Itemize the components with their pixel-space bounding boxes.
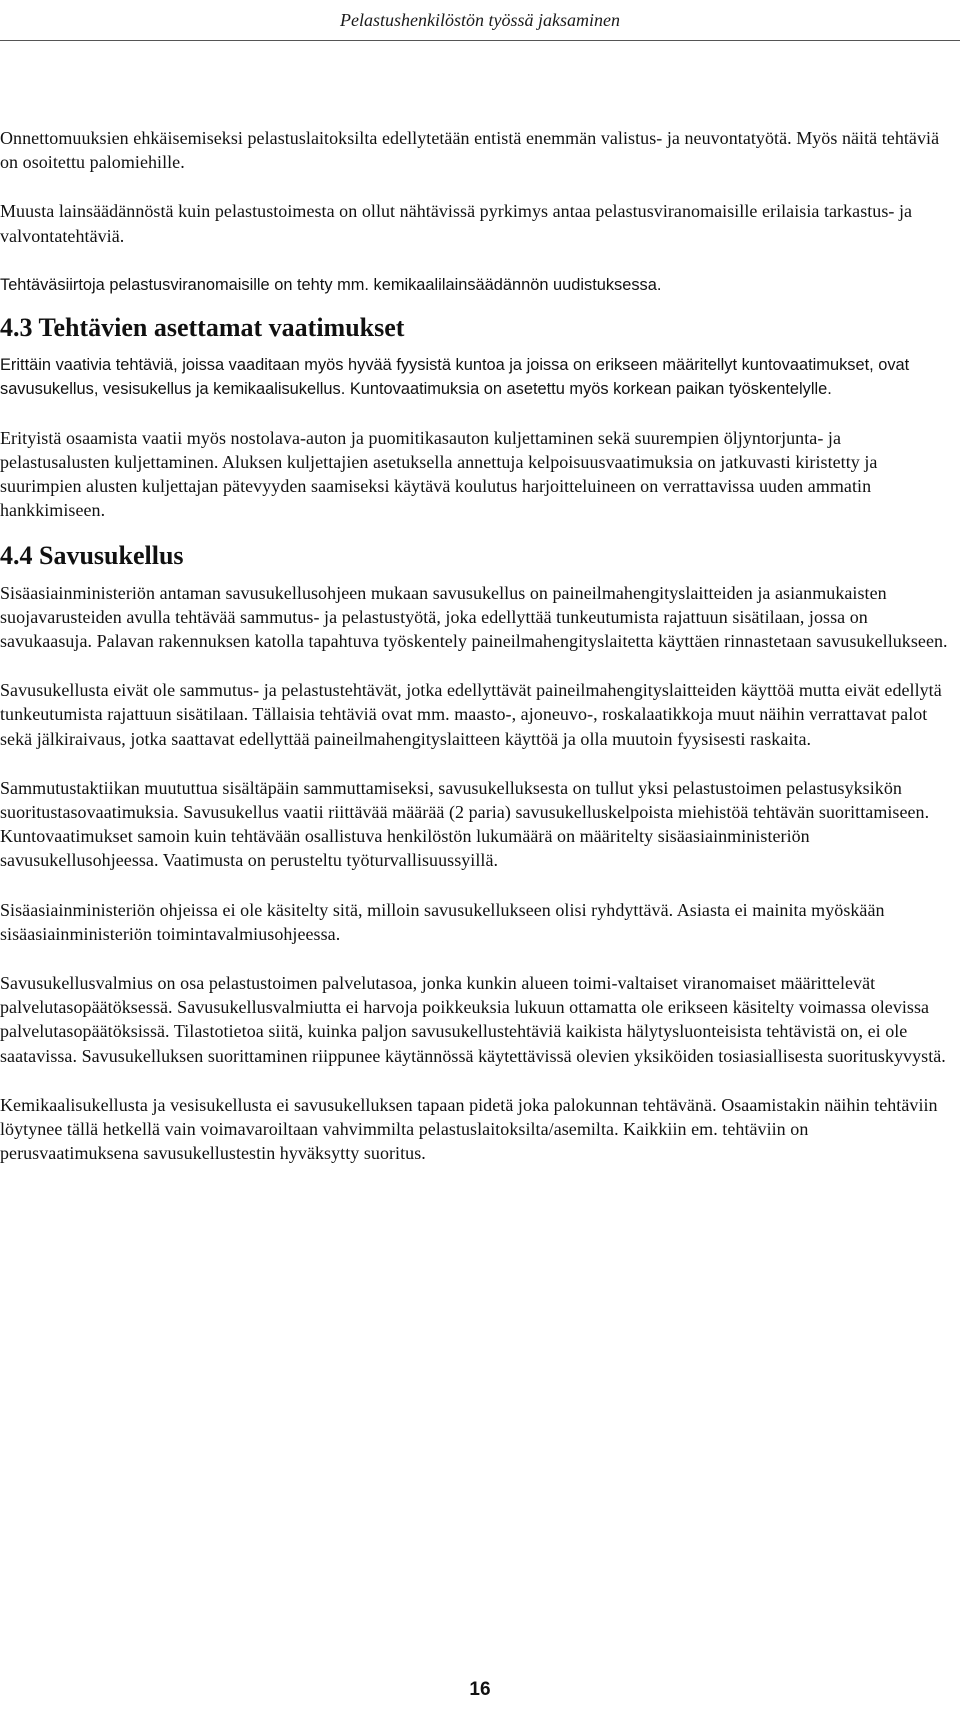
paragraph-ohjeet: Sisäasiainministeriön ohjeissa ei ole käsitelty sitä, milloin savusukellukseen olisi ryhdyttävä. Asiasta ei mainita myöskään sisäasiainministeriön toimintavalmiusohjeessa. bbox=[0, 899, 885, 944]
running-header: Pelastushenkilöstön työssä jaksaminen bbox=[340, 10, 620, 30]
paragraph-sammutustaktiikka: Sammutustaktiikan muututtua sisältäpäin sammuttamiseksi, savusukelluksesta on tullut yksi pelastustoimen pelastusyksikön suoritustasovaatimuksia. Savusukellus vaatii riittävää määrää (2 paria) savusukelluskelpoista miehistöä tehtävän suorittamiseen. Kuntovaatimukset samoin kuin tehtävään osallistuva henkilöstön lukumäärä on määritelty sisäasiainministeriön savusukellusohjeessa. Vaatimusta on perusteltu työturvallisuussyillä. bbox=[0, 777, 930, 871]
page-content bbox=[0, 126, 950, 1190]
paragraph-ei-savusukellusta: Savusukellusta eivät ole sammutus- ja pelastustehtävät, jotka edellyttävät paineilmahengityslaitteiden käyttöä mutta eivät edellytä tunkeutumista rajattuun sisätilaan. Tällaisia tehtäviä ovat mm. maasto-, ajoneuvo-, roskalaatikkoja muut näihin verrattavat palot sekä jälkiraivaus, jotka saattavat edellyttää paineilmahengityslaitteen käyttöä ja olla muutoin fyysisesti raskaita. bbox=[0, 680, 942, 749]
paragraph-erityisosaaminen: Erityistä osaamista vaatii myös nostolava-auton ja puomitikasauton kuljettaminen sekä suurempien öljyntorjunta- ja pelastusalusten kuljettaminen. Aluksen kuljettajien asetuksella annettuja kelpoisuusvaatimuksia on jatkuvasti kiristetty ja suurimpien alusten kuljettajan pätevyyden saamiseksi käytävä koulutus harjoitteluineen on verrattavissa uuden ammatin hankkimiseen. bbox=[0, 427, 878, 521]
paragraph-muu-lainsaadanto: Muusta lainsäädännöstä kuin pelastustoimesta on ollut nähtävissä pyrkimys antaa pelastusviranomaisille erilaisia tarkastus- ja valvontatehtäviä. bbox=[0, 201, 913, 246]
paragraph-tehtavasiirrot: Tehtäväsiirtoja pelastusviranomaisille on tehty mm. kemikaalilainsäädännön uudistuksessa. bbox=[0, 275, 662, 294]
section-heading-4-3: 4.3 Tehtävien asettamat vaatimukset bbox=[0, 312, 405, 342]
paragraph-savusukellus-maaritelma: Sisäasiainministeriön antaman savusukellusohjeen mukaan savusukellus on paineilmahengityslaitteiden ja asianmukaisten suojavarusteiden avulla tehtävää sammutus- ja pelastustyötä, joka edellyttää tunkeutumista rajattuun sisätilaan, jossa on savukaasuja. Palavan rakennuksen katolla tapahtuva työskentely paineilmahengityslaitetta käyttäen rinnastetaan savusukellukseen. bbox=[0, 582, 948, 652]
header-rule bbox=[0, 40, 960, 41]
paragraph-vaativat-tehtavat: Erittäin vaativia tehtäviä, joissa vaaditaan myös hyvää fyysistä kuntoa ja joissa on erikseen määritellyt kuntovaatimukset, ovat savusukellus, vesisukellus ja kemikaalisukellus. Kuntovaatimuksia on asetettu myös korkean paikan työskentelylle. bbox=[0, 355, 910, 398]
section-heading-4-4: 4.4 Savusukellus bbox=[0, 540, 184, 570]
paragraph-kemikaalisukellus: Kemikaalisukellusta ja vesisukellusta ei savusukelluksen tapaan pidetä joka palokunnan tehtävänä. Osaamistakin näihin tehtäviin löytynee tällä hetkellä vain voimavaroiltaan vahvimmilta pelastuslaitoksilta/asemilta. Kaikkiin em. tehtäviin on perusvaatimuksena savusukellustestin hyväksytty suoritus. bbox=[0, 1094, 938, 1164]
paragraph-valistus: Onnettomuuksien ehkäisemiseksi pelastuslaitoksilta edellytetään entistä enemmän valistus- ja neuvontatyötä. Myös näitä tehtäviä on osoitettu palomiehille. bbox=[0, 128, 940, 173]
page-number: 16 bbox=[469, 1679, 491, 1700]
paragraph-savusukellusvalmius: Savusukellusvalmius on osa pelastustoimen palvelutasoa, jonka kunkin alueen toimi-valtaiset viranomaiset määrittelevät palvelutasopäätöksessä. Savusukellusvalmiutta ei harvoja poikkeuksia lukuun ottamatta ole erikseen käsitelty voimassa olevissa palvelutasopäätöksissä. Tilastotietoa siitä, kuinka paljon savusukellustehtäviä kaikista hälytysluonteisista tehtävistä on, ei ole saatavissa. Savusukelluksen suorittaminen riippunee käytännössä käytettävissä olevien yksiköiden tosiasiallisesta suorituskyvystä. bbox=[0, 973, 946, 1066]
